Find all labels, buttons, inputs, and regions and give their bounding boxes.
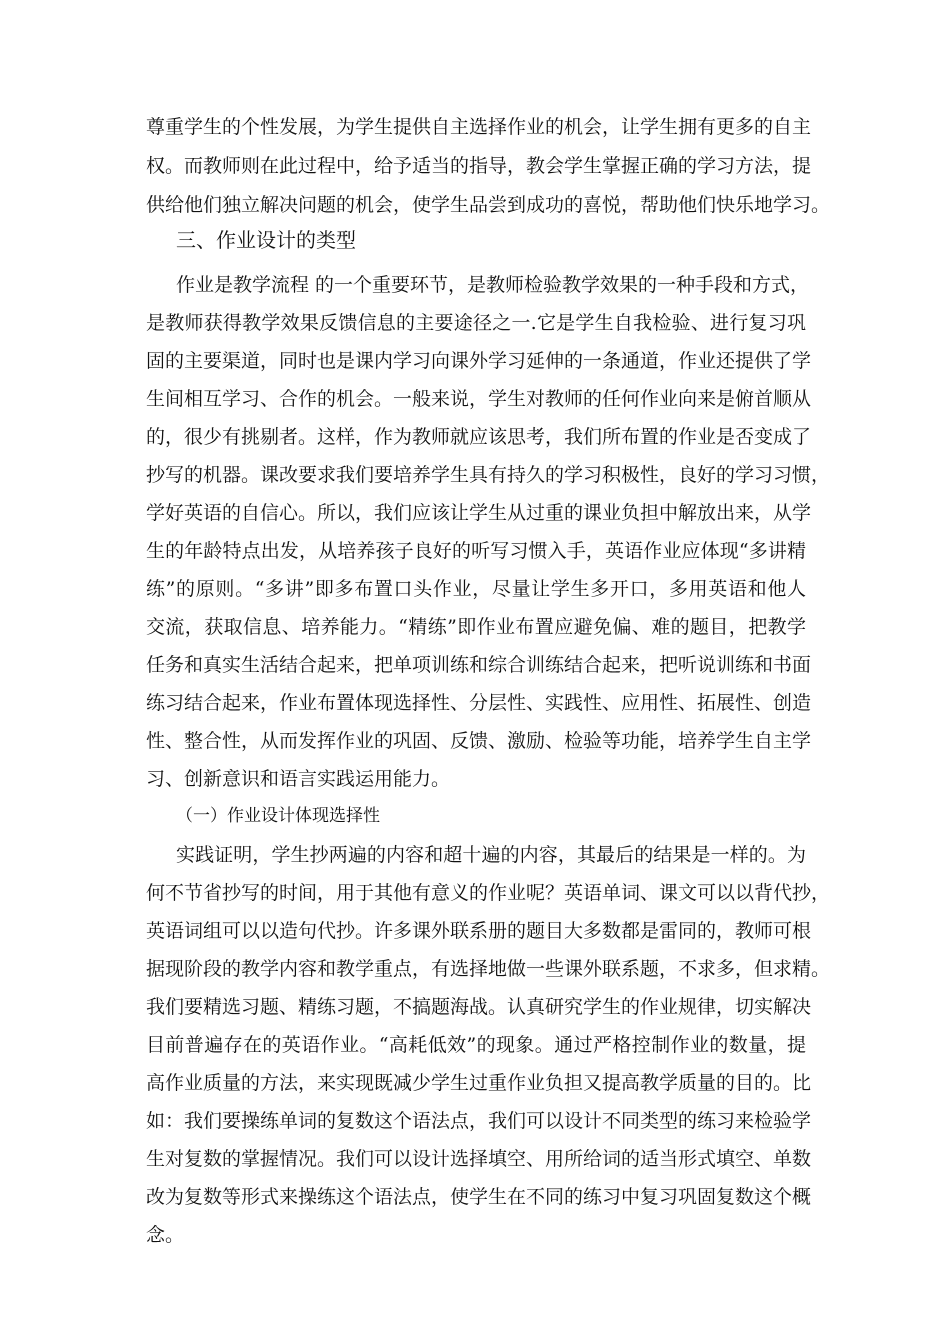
para2-line-5: 的，很少有挑剔者。这样，作为教师就应该思考，我们所布置的作业是否变成了	[146, 426, 812, 448]
para2-line-10: 交流，获取信息、培养能力。“精练”即作业布置应避免偏、难的题目，把教学	[146, 616, 806, 638]
para3-line-1: 实践证明，学生抄两遍的内容和超十遍的内容，其最后的结果是一样的。为	[176, 844, 806, 866]
para3-line-11: 念。	[146, 1224, 185, 1246]
para2-line-12: 练习结合起来，作业布置体现选择性、分层性、实践性、应用性、拓展性、创造	[146, 692, 812, 714]
para2-line-3: 固的主要渠道，同时也是课内学习向课外学习延伸的一条通道，作业还提供了学	[146, 350, 812, 372]
para3-line-3: 英语词组可以以造句代抄。许多课外联系册的题目大多数都是雷同的，教师可根	[146, 920, 812, 942]
para3-line-7: 高作业质量的方法，来实现既减少学生过重作业负担又提高教学质量的目的。比	[146, 1072, 812, 1094]
para3-line-5: 我们要精选习题、精练习题，不搞题海战。认真研究学生的作业规律，切实解决	[146, 996, 812, 1018]
section-heading: 三、作业设计的类型	[176, 228, 356, 252]
para2-line-13: 性、整合性，从而发挥作业的巩固、反馈、激励、检验等功能，培养学生自主学	[146, 730, 812, 752]
para2-line-1: 作业是教学流程 的一个重要环节，是教师检验教学效果的一种手段和方式，	[176, 274, 810, 296]
para2-line-6: 抄写的机器。课改要求我们要培养学生具有持久的学习积极性，良好的学习习惯，	[146, 464, 831, 486]
para3-line-10: 改为复数等形式来操练这个语法点，使学生在不同的练习中复习巩固复数这个概	[146, 1186, 812, 1208]
para3-line-4: 据现阶段的教学内容和教学重点，有选择地做一些课外联系题，不求多，但求精。	[146, 958, 831, 980]
para3-line-6: 目前普遍存在的英语作业。“高耗低效”的现象。通过严格控制作业的数量，提	[146, 1034, 806, 1056]
para1-line-1: 尊重学生的个性发展，为学生提供自主选择作业的机会，让学生拥有更多的自主	[146, 116, 812, 138]
para3-line-2: 何不节省抄写的时间，用于其他有意义的作业呢？英语单词、课文可以以背代抄，	[146, 882, 831, 904]
para2-line-8: 生的年龄特点出发，从培养孩子良好的听写习惯入手，英语作业应体现“多讲精	[146, 540, 806, 562]
para2-line-2: 是教师获得教学效果反馈信息的主要途径之一.它是学生自我检验、进行复习巩	[146, 312, 806, 334]
para2-line-11: 任务和真实生活结合起来，把单项训练和综合训练结合起来，把听说训练和书面	[146, 654, 812, 676]
para2-line-4: 生间相互学习、合作的机会。一般来说，学生对教师的任何作业向来是俯首顺从	[146, 388, 812, 410]
subsection-heading: （一）作业设计体现选择性	[176, 806, 380, 826]
para1-line-3: 供给他们独立解决问题的机会，使学生品尝到成功的喜悦，帮助他们快乐地学习。	[146, 194, 831, 216]
para3-line-9: 生对复数的掌握情况。我们可以设计选择填空、用所给词的适当形式填空、单数	[146, 1148, 812, 1170]
para2-line-14: 习、创新意识和语言实践运用能力。	[146, 768, 451, 790]
para3-line-8: 如：我们要操练单词的复数这个语法点，我们可以设计不同类型的练习来检验学	[146, 1110, 812, 1132]
para1-line-2: 权。而教师则在此过程中，给予适当的指导，教会学生掌握正确的学习方法，提	[146, 155, 812, 177]
para2-line-7: 学好英语的自信心。所以，我们应该让学生从过重的课业负担中解放出来，从学	[146, 502, 812, 524]
para2-line-9: 练”的原则。“多讲”即多布置口头作业，尽量让学生多开口，多用英语和他人	[146, 578, 806, 600]
